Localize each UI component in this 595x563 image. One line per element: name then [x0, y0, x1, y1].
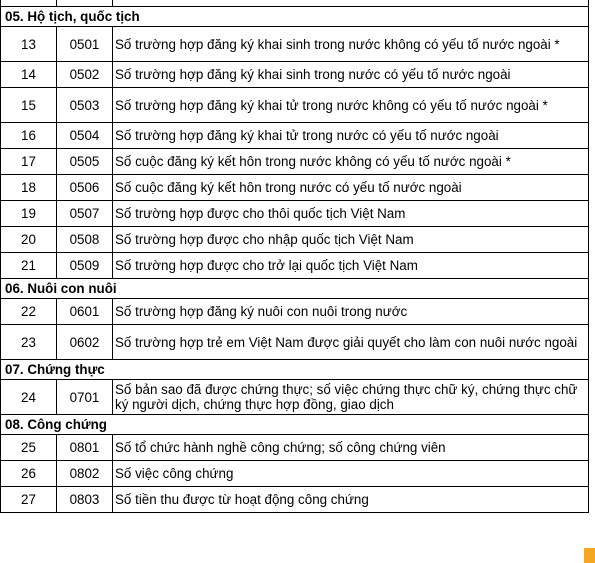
indicator-code: 0508	[57, 227, 113, 253]
row-number: 27	[1, 487, 57, 513]
indicator-code: 0506	[57, 175, 113, 201]
row-number: 16	[1, 123, 57, 149]
row-number: 25	[1, 435, 57, 461]
section-title: 05. Hộ tịch, quốc tịch	[1, 7, 589, 27]
indicator-description: Số cuộc đăng ký kết hôn trong nước không có yếu tố nước ngoài *	[113, 149, 589, 175]
row-number: 26	[1, 461, 57, 487]
row-number: 24	[1, 380, 57, 415]
section-title: 07. Chứng thực	[1, 360, 589, 380]
table-row	[1, 380, 589, 415]
row-number: 21	[1, 253, 57, 279]
indicator-description: Số trường hợp đăng ký khai tử trong nước có yếu tố nước ngoài	[113, 123, 589, 149]
section-header	[1, 415, 589, 435]
indicator-description: Số bản sao đã được chứng thực; số việc chứng thực chữ ký, chứng thực chữ ký người dịch, chứng thực hợp đồng, giao dịch	[113, 380, 589, 415]
indicator-description: Số việc công chứng	[113, 461, 589, 487]
table-row	[1, 62, 589, 88]
indicator-description: Số trường hợp đăng ký khai sinh trong nước không có yếu tố nước ngoài *	[113, 27, 589, 62]
table-row	[1, 461, 589, 487]
table-row	[1, 27, 589, 62]
indicator-code: 0803	[57, 487, 113, 513]
indicator-description: Số tiền thu được từ hoạt động công chứng	[113, 487, 589, 513]
row-number: 13	[1, 27, 57, 62]
indicator-code: 0504	[57, 123, 113, 149]
table-row	[1, 435, 589, 461]
selection-handle[interactable]	[584, 548, 595, 563]
indicator-description: Số trường hợp được cho trở lại quốc tịch Việt Nam	[113, 253, 589, 279]
indicator-description: Số trường hợp đăng ký khai tử trong nước không có yếu tố nước ngoài *	[113, 88, 589, 123]
indicator-code: 0507	[57, 201, 113, 227]
table-row	[1, 253, 589, 279]
indicator-description: Số trường hợp đăng ký khai sinh trong nước có yếu tố nước ngoài	[113, 62, 589, 88]
indicator-description: Số tổ chức hành nghề công chứng; số công chứng viên	[113, 435, 589, 461]
row-number: 23	[1, 325, 57, 360]
indicator-description: Số trường hợp được cho nhập quốc tịch Việt Nam	[113, 227, 589, 253]
section-title: 08. Công chứng	[1, 415, 589, 435]
section-header	[1, 360, 589, 380]
indicator-code: 0601	[57, 299, 113, 325]
row-number: 18	[1, 175, 57, 201]
section-title: 06. Nuôi con nuôi	[1, 279, 589, 299]
table-row	[1, 325, 589, 360]
indicator-code: 0505	[57, 149, 113, 175]
row-number: 17	[1, 149, 57, 175]
row-number: 20	[1, 227, 57, 253]
table-row	[1, 149, 589, 175]
table-row	[1, 175, 589, 201]
indicator-description: Số trường hợp đăng ký nuôi con nuôi trong nước	[113, 299, 589, 325]
section-header	[1, 7, 589, 27]
table-row	[1, 227, 589, 253]
indicator-description: Số trường hợp được cho thôi quốc tịch Việt Nam	[113, 201, 589, 227]
row-number: 22	[1, 299, 57, 325]
table-row	[1, 299, 589, 325]
table-row	[1, 201, 589, 227]
indicator-code: 0701	[57, 380, 113, 415]
indicator-code: 0509	[57, 253, 113, 279]
table-row	[1, 88, 589, 123]
indicator-code: 0503	[57, 88, 113, 123]
indicator-code: 0801	[57, 435, 113, 461]
row-number: 15	[1, 88, 57, 123]
row-number: 14	[1, 62, 57, 88]
table-row	[1, 487, 589, 513]
table-row	[1, 123, 589, 149]
indicator-code: 0502	[57, 62, 113, 88]
indicator-code: 0802	[57, 461, 113, 487]
indicator-code: 0602	[57, 325, 113, 360]
row-number: 19	[1, 201, 57, 227]
indicator-code: 0501	[57, 27, 113, 62]
indicator-description: Số cuộc đăng ký kết hôn trong nước có yếu tố nước ngoài	[113, 175, 589, 201]
section-header	[1, 279, 589, 299]
indicator-description: Số trường hợp trẻ em Việt Nam được giải quyết cho làm con nuôi nước ngoài	[113, 325, 589, 360]
